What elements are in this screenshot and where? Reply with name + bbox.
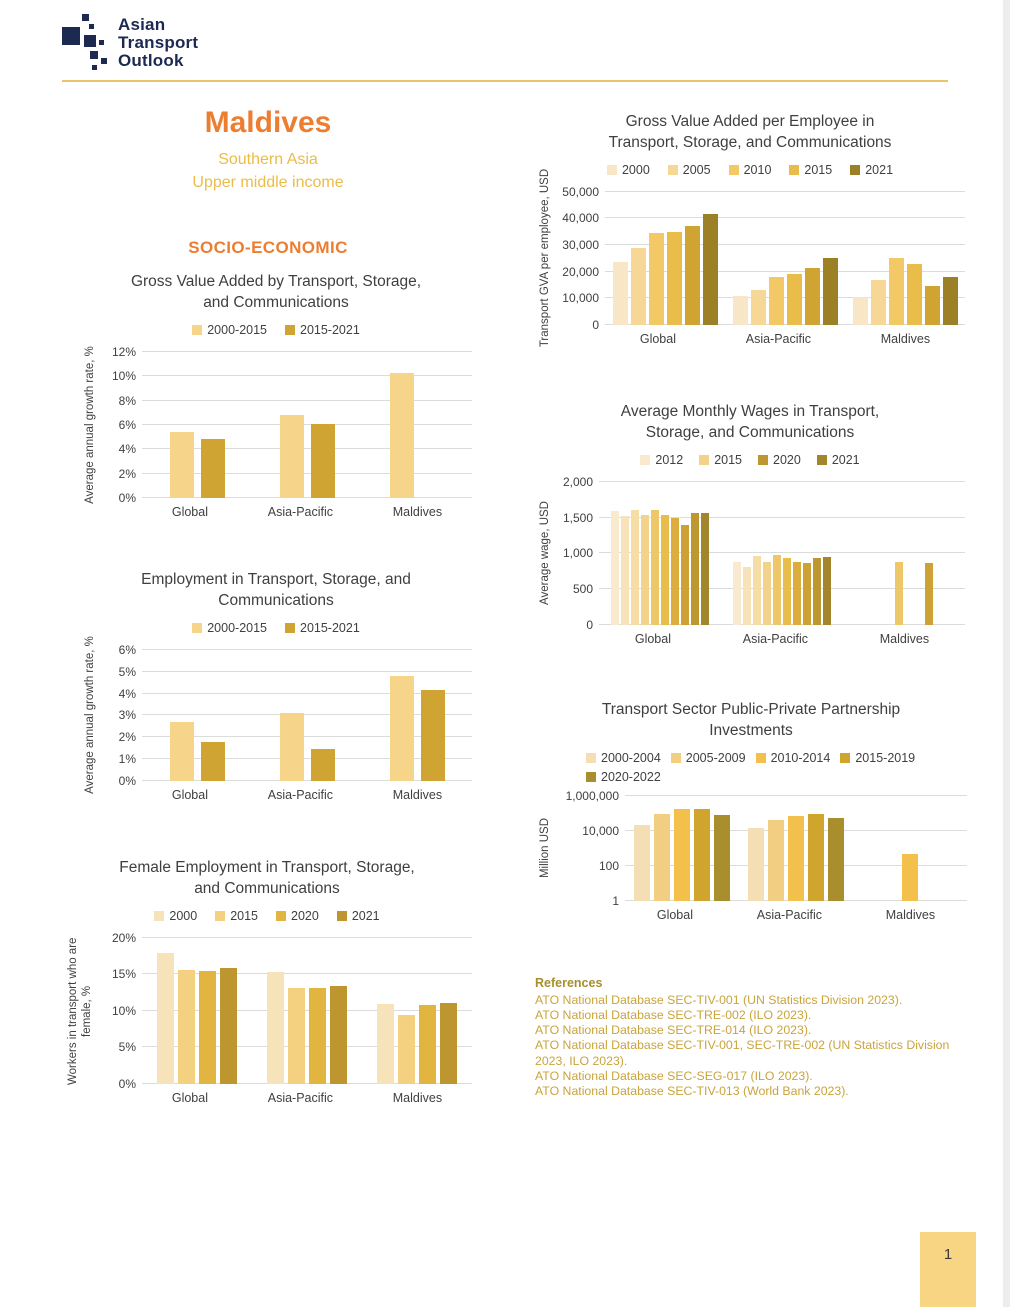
ppp-title: [535, 700, 967, 742]
gva-growth-body: [80, 344, 472, 505]
female-emp-group-Maldives: [377, 938, 457, 1084]
bar-Maldives-2019: [925, 563, 933, 625]
ppp-body: [535, 788, 967, 908]
female-emp-legend: [62, 909, 472, 923]
x-category-label: Global: [656, 907, 693, 922]
bar-Global-2010: [649, 233, 664, 325]
bar-Maldives-2005: [871, 280, 886, 325]
legend-swatch: [756, 753, 766, 763]
bar-Maldives-2016: [895, 562, 903, 625]
bar-Global-2014: [631, 510, 639, 625]
wages-y-ticks: [555, 474, 599, 632]
bar-Global-2017: [661, 515, 669, 624]
title-line: Female Employment in Transport, Storage,: [119, 859, 415, 876]
gva-per-emp-group-Asia-Pacific: [733, 192, 838, 325]
title-line: Employment in Transport, Storage, and: [141, 571, 411, 588]
x-category-label: Global: [634, 631, 671, 646]
bar-Global-2012: [611, 511, 619, 625]
x-category-label: Global: [639, 331, 676, 346]
female-emp-plot-area: [142, 938, 472, 1084]
legend-label: 2010-2014: [770, 750, 831, 765]
bar-Global-2013: [621, 516, 629, 625]
ato-logo-icon: [62, 14, 110, 72]
female-emp-group-Asia-Pacific: [267, 938, 347, 1084]
legend-swatch: [192, 325, 202, 335]
ato-logo: [62, 14, 198, 72]
title-line: Transport, Storage, and Communications: [608, 133, 892, 151]
bar-Asia-Pacific-2005: [751, 290, 766, 325]
legend-item-2021: [850, 163, 893, 177]
legend-label: 2000-2015: [207, 322, 267, 337]
x-category-label: Maldives: [392, 1090, 443, 1105]
legend-label: 2000-2004: [601, 750, 661, 765]
y-tick-label: 3%: [118, 708, 136, 723]
wages-x-labels: [599, 632, 965, 646]
gva-per-emp-x-labels: [605, 332, 965, 346]
legend-label: 2010: [743, 162, 772, 177]
y-axis-label-text: Million USD: [539, 818, 551, 879]
references-heading: References: [535, 976, 603, 990]
wages-group-Global: [611, 482, 709, 625]
bar-Global-2021: [703, 214, 718, 324]
legend-swatch: [850, 165, 860, 175]
legend-swatch: [840, 753, 850, 763]
gva-per-emp-group-Maldives: [853, 192, 958, 325]
y-tick-label: 100: [598, 858, 619, 873]
bar-Global-2005: [631, 248, 646, 325]
bar-Asia-Pacific-2015-2021: [311, 424, 335, 498]
legend-swatch: [586, 753, 596, 763]
wages-plot-area: [599, 482, 965, 625]
legend-item-2015-2019: [840, 751, 915, 765]
gva-per-emp-y-ticks: [555, 184, 605, 332]
y-tick-label: 1,000,000: [565, 788, 619, 803]
bar-Global-2000-2004: [634, 825, 650, 901]
x-category-label: Maldives: [885, 907, 936, 922]
gva-growth-group-Global: [170, 352, 225, 498]
y-axis-label-text: Average annual growth rate, %: [84, 636, 96, 795]
bar-Global-2020: [685, 226, 700, 324]
ppp-legend: [586, 751, 916, 784]
bar-Asia-Pacific-2015-2021: [311, 749, 335, 781]
chart-gva-per-employee: [535, 112, 965, 346]
legend-label: 2005: [682, 162, 711, 177]
y-tick-label: 6%: [118, 642, 136, 657]
y-tick-label: 1,500: [562, 510, 593, 525]
legend-swatch: [154, 911, 164, 921]
gva-per-emp-group-Global: [613, 192, 718, 325]
y-tick-label: 10%: [111, 1003, 136, 1018]
y-tick-label: 4%: [118, 686, 136, 701]
bar-Global-2000-2015: [170, 432, 194, 498]
legend-swatch: [337, 911, 347, 921]
y-axis-label-text: Transport GVA per employee, USD: [539, 169, 551, 348]
legend-item-2015: [215, 909, 258, 923]
legend-swatch: [789, 165, 799, 175]
y-tick-label: 2%: [118, 466, 136, 481]
female-emp-group-Global: [157, 938, 237, 1084]
logo-line-1: Asian: [118, 14, 166, 34]
legend-item-2021: [337, 909, 380, 923]
bar-Global-2020: [691, 513, 699, 625]
female-emp-body: [62, 930, 472, 1091]
legend-swatch: [817, 455, 827, 465]
x-category-label: Maldives: [392, 504, 443, 519]
bar-Asia-Pacific-2012: [733, 562, 741, 625]
bar-Maldives-2000-2015: [390, 676, 414, 781]
legend-label: 2015: [804, 162, 833, 177]
legend-item-2012: [640, 453, 683, 467]
logo-line-2: Transport: [118, 32, 199, 52]
title-line: Gross Value Added by Transport, Storage,: [130, 273, 422, 290]
x-category-label: Asia-Pacific: [267, 1090, 334, 1105]
title-line: Communications: [218, 591, 334, 609]
bar-Asia-Pacific-2021: [823, 258, 838, 325]
y-tick-label: 50,000: [562, 184, 599, 199]
bar-Asia-Pacific-2020: [805, 268, 820, 325]
y-tick-label: 40,000: [562, 211, 599, 226]
x-category-label: Maldives: [880, 331, 931, 346]
x-category-label: Global: [171, 504, 208, 519]
emp-growth-legend: [80, 621, 472, 635]
y-tick-label: 30,000: [562, 238, 599, 253]
bar-Global-2016: [651, 510, 659, 624]
title-line: and Communications: [203, 293, 349, 311]
bar-Maldives-2020: [925, 286, 940, 325]
legend-label: 2015-2021: [300, 322, 360, 337]
female-emp-x-labels: [142, 1091, 472, 1105]
legend-swatch: [192, 623, 202, 633]
legend-swatch: [640, 455, 650, 465]
y-tick-label: 10%: [111, 369, 136, 384]
bar-Asia-Pacific-2013: [743, 567, 751, 625]
gva-growth-plot-area: [142, 352, 472, 498]
ppp-x-labels: [625, 908, 967, 922]
references-list: [535, 993, 975, 1099]
title-line: Transport Sector Public-Private Partnership: [601, 701, 901, 718]
bar-Asia-Pacific-2021: [330, 986, 347, 1084]
bar-Asia-Pacific-2014: [753, 556, 761, 625]
ppp-plot-area: [625, 796, 967, 901]
y-tick-label: 500: [572, 582, 593, 597]
header-divider: [62, 80, 948, 82]
y-tick-label: 0%: [118, 773, 136, 788]
gva-growth-x-labels: [142, 505, 472, 519]
bar-Global-2018: [671, 518, 679, 625]
bar-Global-2020: [199, 971, 216, 1084]
x-category-label: Asia-Pacific: [267, 504, 334, 519]
bar-Asia-Pacific-2021: [823, 557, 831, 625]
bar-Asia-Pacific-2015: [787, 274, 802, 325]
legend-label: 2021: [865, 162, 894, 177]
chart-average-wages: [535, 402, 965, 646]
gva-growth-group-Maldives: [390, 352, 445, 498]
bar-Asia-Pacific-2000: [267, 972, 284, 1084]
legend-label: 2015-2019: [855, 750, 916, 765]
reference-item-3: ATO National Database SEC-TRE-014 (ILO 2023).: [535, 1023, 812, 1038]
legend-swatch: [215, 911, 225, 921]
gva-growth-y-ticks: [100, 344, 142, 505]
y-axis-label-text: Average wage, USD: [539, 501, 551, 606]
y-tick-label: 2%: [118, 730, 136, 745]
bar-Maldives-2015: [907, 264, 922, 325]
y-tick-label: 10,000: [562, 291, 599, 306]
legend-swatch: [285, 623, 295, 633]
female-emp-y-ticks: [100, 930, 142, 1091]
bar-Global-2015-2021: [201, 439, 225, 497]
chart-female-employment: [62, 858, 472, 1105]
legend-label: 2015-2021: [300, 620, 360, 635]
legend-swatch: [668, 165, 678, 175]
bar-Maldives-2021: [943, 277, 958, 325]
bar-Global-2000-2015: [170, 722, 194, 781]
legend-item-2000: [607, 163, 650, 177]
legend-swatch: [729, 165, 739, 175]
reference-item-5: ATO National Database SEC-SEG-017 (ILO 2023).: [535, 1068, 813, 1083]
bar-Global-2015: [178, 970, 195, 1084]
reference-item-6: ATO National Database SEC-TIV-013 (World Bank 2023).: [535, 1083, 849, 1098]
bar-Asia-Pacific-2015: [288, 988, 305, 1084]
bar-Asia-Pacific-2005-2009: [768, 820, 784, 901]
title-line: Average Monthly Wages in Transport,: [620, 403, 880, 420]
y-tick-label: 15%: [111, 967, 136, 982]
country-region: Southern Asia: [218, 151, 318, 168]
legend-item-2010: [729, 163, 772, 177]
bar-Asia-Pacific-2000-2004: [748, 828, 764, 901]
page-number-tab: [920, 1232, 976, 1307]
legend-item-2015-2021: [285, 621, 360, 635]
legend-label: 2021: [831, 452, 860, 467]
emp-growth-group-Maldives: [390, 650, 445, 781]
bar-Asia-Pacific-2010-2014: [788, 816, 804, 901]
legend-swatch: [758, 455, 768, 465]
legend-item-2020: [276, 909, 319, 923]
bar-Maldives-2020: [419, 1005, 436, 1084]
legend-label: 2005-2009: [685, 750, 746, 765]
chart-employment-growth: [80, 570, 472, 802]
legend-swatch: [671, 753, 681, 763]
y-tick-label: 20,000: [562, 264, 599, 279]
wages-body: [535, 474, 965, 632]
female-emp-y-axis-label: [62, 938, 100, 1084]
emp-growth-plot-area: [142, 650, 472, 781]
bar-Global-2021: [220, 968, 237, 1084]
y-tick-label: 20%: [111, 930, 136, 945]
bar-Asia-Pacific-2000: [733, 296, 748, 325]
ppp-y-axis-label: [535, 796, 555, 901]
gva-growth-group-Asia-Pacific: [280, 352, 335, 498]
chart-ppp-investments: [535, 700, 967, 922]
legend-item-2000-2015: [192, 621, 267, 635]
y-tick-label: 1,000: [562, 546, 593, 561]
legend-label: 2012: [655, 452, 684, 467]
legend-item-2005-2009: [671, 751, 746, 765]
x-category-label: Maldives: [392, 787, 443, 802]
legend-label: 2000-2015: [207, 620, 267, 635]
legend-item-2005: [668, 163, 711, 177]
bar-Asia-Pacific-2010: [769, 277, 784, 325]
wages-group-Maldives: [855, 482, 953, 625]
bar-Maldives-2010-2014: [902, 854, 918, 900]
emp-growth-title: [80, 570, 472, 612]
wages-group-Asia-Pacific: [733, 482, 831, 625]
bar-Asia-Pacific-2018: [793, 562, 801, 625]
legend-item-2020-2022: [586, 770, 661, 784]
bar-Asia-Pacific-2020: [813, 558, 821, 625]
ato-logo-text: [118, 16, 198, 70]
y-tick-label: 12%: [111, 344, 136, 359]
legend-label: 2015: [714, 452, 742, 467]
bar-Asia-Pacific-2000-2015: [280, 713, 304, 781]
y-tick-label: 5%: [118, 664, 136, 679]
emp-growth-group-Asia-Pacific: [280, 650, 335, 781]
country-income-group: Upper middle income: [192, 174, 344, 192]
legend-item-2000-2004: [586, 751, 661, 765]
bar-Global-2015-2021: [201, 742, 225, 781]
ppp-group-Global: [634, 796, 730, 901]
legend-item-2010-2014: [756, 751, 831, 765]
legend-label: 2000: [169, 908, 198, 923]
country-name: Maldives: [204, 106, 332, 139]
reference-item-4: ATO National Database SEC-TIV-001, SEC-TRE-002 (UN Statistics Division 2023, ILO 2023).: [535, 1038, 950, 1068]
legend-label: 2020: [291, 908, 319, 923]
y-tick-label: 10,000: [582, 823, 619, 838]
bar-Maldives-2000-2015: [390, 373, 414, 498]
bar-Asia-Pacific-2020-2022: [828, 818, 844, 901]
gva-growth-title: [80, 272, 472, 314]
legend-label: 2020-2022: [601, 769, 661, 784]
country-block: [78, 106, 458, 194]
title-line: Gross Value Added per Employee in: [625, 113, 875, 130]
bar-Asia-Pacific-2020: [309, 988, 326, 1084]
bar-Global-2005-2009: [654, 814, 670, 901]
y-tick-label: 1: [612, 893, 619, 908]
x-category-label: Asia-Pacific: [756, 907, 823, 922]
x-category-label: Maldives: [879, 631, 930, 646]
x-category-label: Asia-Pacific: [267, 787, 334, 802]
bar-Maldives-2000: [853, 297, 868, 325]
y-tick-label: 0: [586, 617, 593, 632]
legend-label: 2015: [230, 908, 258, 923]
y-tick-label: 0%: [118, 1076, 136, 1091]
references-section: [535, 976, 975, 1099]
page-edge: [1003, 0, 1010, 1307]
y-tick-label: 1%: [118, 752, 136, 767]
bar-Asia-Pacific-2017: [783, 558, 791, 625]
y-tick-label: 5%: [118, 1040, 136, 1055]
x-category-label: Asia-Pacific: [742, 631, 809, 646]
bar-Maldives-2010: [889, 258, 904, 325]
legend-item-2000-2015: [192, 323, 267, 337]
y-tick-label: 6%: [118, 417, 136, 432]
gva-per-emp-plot-area: [605, 192, 965, 325]
gva-growth-legend: [80, 323, 472, 337]
ppp-group-Maldives: [862, 796, 958, 901]
gva-per-emp-title: [535, 112, 965, 154]
gva-per-emp-y-axis-label: [535, 169, 555, 348]
reference-item-1: ATO National Database SEC-TIV-001 (UN Statistics Division 2023).: [535, 993, 903, 1007]
legend-item-2015: [699, 453, 742, 467]
bar-Asia-Pacific-2019: [803, 563, 811, 625]
emp-growth-group-Global: [170, 650, 225, 781]
chart-gva-growth: [80, 272, 472, 519]
ppp-group-Asia-Pacific: [748, 796, 844, 901]
y-tick-label: 4%: [118, 442, 136, 457]
reference-item-2: ATO National Database SEC-TRE-002 (ILO 2023).: [535, 1008, 812, 1023]
ppp-y-ticks: [555, 788, 625, 908]
bar-Asia-Pacific-2016: [773, 555, 781, 625]
bar-Asia-Pacific-2015-2019: [808, 814, 824, 901]
legend-label: 2021: [351, 908, 380, 923]
bar-Global-2015-2019: [694, 809, 710, 901]
legend-swatch: [607, 165, 617, 175]
wages-y-axis-label: [535, 482, 555, 625]
emp-growth-x-labels: [142, 788, 472, 802]
y-tick-label: 8%: [118, 393, 136, 408]
emp-growth-y-axis-label: [80, 636, 100, 795]
bar-Asia-Pacific-2015: [763, 562, 771, 625]
logo-line-3: Outlook: [118, 51, 184, 70]
x-category-label: Global: [171, 787, 208, 802]
legend-label: 2000: [621, 162, 650, 177]
bar-Global-2021: [701, 513, 709, 625]
x-category-label: Asia-Pacific: [745, 331, 812, 346]
female-emp-title: [62, 858, 472, 900]
bar-Global-2019: [681, 525, 689, 624]
emp-growth-y-ticks: [100, 642, 142, 788]
title-line: and Communications: [194, 879, 340, 897]
bar-Global-2010-2014: [674, 809, 690, 901]
wages-legend: [535, 453, 965, 467]
bar-Global-2015: [667, 232, 682, 325]
legend-swatch: [285, 325, 295, 335]
bar-Global-2015: [641, 515, 649, 624]
legend-item-2020: [758, 453, 801, 467]
bar-Global-2020-2022: [714, 815, 730, 901]
bar-Maldives-2021: [440, 1003, 457, 1084]
y-tick-label: 2,000: [562, 474, 593, 489]
bar-Asia-Pacific-2000-2015: [280, 415, 304, 498]
y-tick-label: 0: [592, 317, 599, 332]
x-category-label: Global: [171, 1090, 208, 1105]
bar-Global-2000: [613, 262, 628, 325]
title-line: Investments: [709, 721, 793, 739]
bar-Global-2000: [157, 953, 174, 1084]
y-tick-label: 0%: [118, 490, 136, 505]
title-line: Storage, and Communications: [645, 423, 855, 441]
legend-swatch: [276, 911, 286, 921]
gva-per-emp-legend: [535, 163, 965, 177]
legend-item-2000: [154, 909, 197, 923]
legend-item-2015-2021: [285, 323, 360, 337]
bar-Maldives-2000: [377, 1004, 394, 1084]
legend-label: 2020: [773, 452, 801, 467]
page-number: 1: [943, 1246, 953, 1263]
legend-swatch: [586, 772, 596, 782]
bar-Maldives-2015-2021: [421, 690, 445, 781]
legend-item-2015: [789, 163, 832, 177]
y-axis-label-text: Workers in transport who are female, %: [67, 937, 93, 1085]
legend-swatch: [699, 455, 709, 465]
bar-Maldives-2015: [398, 1015, 415, 1084]
section-title: SOCIO-ECONOMIC: [188, 238, 348, 257]
y-axis-label-text: Average annual growth rate, %: [84, 345, 96, 504]
wages-title: [535, 402, 965, 444]
legend-item-2021: [817, 453, 860, 467]
gva-growth-y-axis-label: [80, 345, 100, 504]
